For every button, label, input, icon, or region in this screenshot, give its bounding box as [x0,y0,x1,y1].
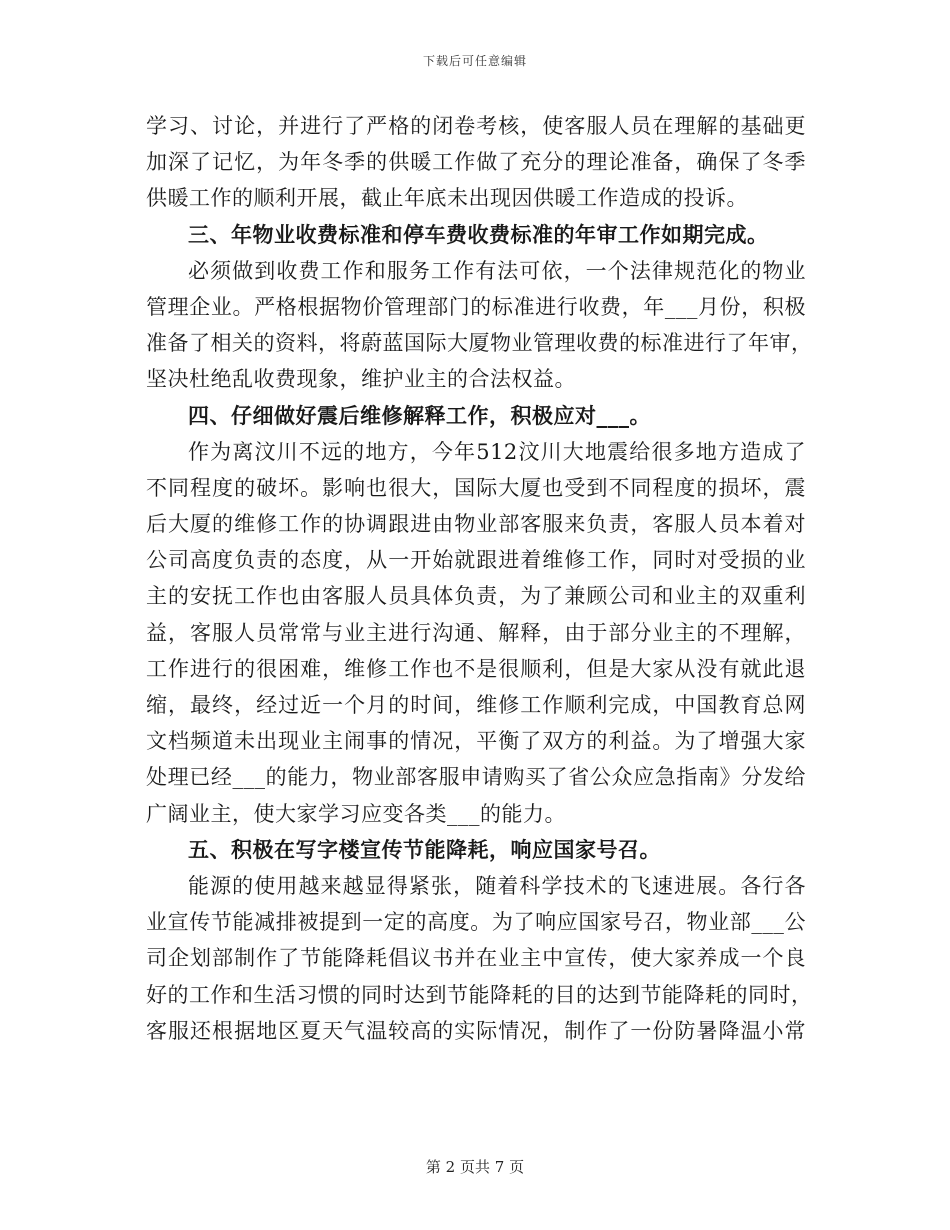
section-heading: 三、年物业收费标准和停车费收费标准的年审工作如期完成。 [188,221,769,247]
paragraph-line: 司企划部制作了节能降耗倡议书并在业主中宣传，使大家养成一个良 [146,946,806,971]
paragraph-line: 作为离汶川不远的地方，今年512汶川大地震给很多地方造成了 [188,439,806,464]
paragraph-line: 业宣传节能减排被提到一定的高度。为了响应国家号召，物业部___公 [146,910,806,935]
paragraph-line: 主的安抚工作也由客服人员具体负责，为了兼顾公司和业主的双重利 [146,584,806,609]
paragraph-line: 后大厦的维修工作的协调跟进由物业部客服来负责，客服人员本着对 [146,512,806,537]
section-heading: 五、积极在写字楼宣传节能降耗，响应国家号召。 [188,836,661,862]
paragraph-line: 客服还根据地区夏天气温较高的实际情况，制作了一份防暑降温小常 [146,1018,806,1043]
paragraph-line: 好的工作和生活习惯的同时达到节能降耗的目的达到节能降耗的同时， [146,982,813,1007]
paragraph-line: 不同程度的破坏。影响也很大，国际大厦也受到不同程度的损坏，震 [146,475,806,500]
paragraph-line: 缩，最终，经过近一个月的时间，维修工作顺利完成，中国教育总网 [146,693,806,717]
paragraph-line: 公司高度负责的态度，从一开始就跟进着维修工作，同时对受损的业 [146,548,806,573]
document-body [146,108,813,1049]
paragraph-line: 准备了相关的资料，将蔚蓝国际大厦物业管理收费的标准进行了年审， [146,331,813,356]
paragraph-line: 益，客服人员常常与业主进行沟通、解释，由于部分业主的不理解， [146,620,806,645]
paragraph-line: 能源的使用越来越显得紧张，随着科学技术的飞速进展。各行各 [188,873,806,898]
paragraph-line: 学习、讨论，并进行了严格的闭卷考核，使客服人员在理解的基础更 [146,114,806,138]
header-note: 下载后可任意编辑 [422,54,527,68]
paragraph-line: 必须做到收费工作和服务工作有法可依，一个法律规范化的物业 [188,258,806,283]
paragraph-line: 处理已经___的能力，物业部客服申请购买了省公众应急指南》分发给 [146,765,806,790]
page-number: 第 2 页共 7 页 [425,1158,525,1176]
paragraph-line: 工作进行的很困难，维修工作也不是很顺利，但是大家从没有就此退 [146,656,806,681]
paragraph-line: 加深了记忆，为年冬季的供暖工作做了充分的理论准备，确保了冬季 [146,150,806,175]
paragraph-line: 广阔业主，使大家学习应变各类___的能力。 [146,801,566,826]
section-heading: 四、仔细做好震后维修解释工作，积极应对___。 [188,402,651,428]
paragraph-line: 文档频道未出现业主闹事的情况，平衡了双方的利益。为了增强大家 [146,729,806,754]
paragraph-line: 供暖工作的顺利开展，截止年底未出现因供暖工作造成的投诉。 [146,186,748,211]
paragraph-line: 坚决杜绝乱收费现象，维护业主的合法权益。 [146,367,576,392]
paragraph-line: 管理企业。严格根据物价管理部门的标准进行收费，年___月份，积极 [146,294,806,319]
